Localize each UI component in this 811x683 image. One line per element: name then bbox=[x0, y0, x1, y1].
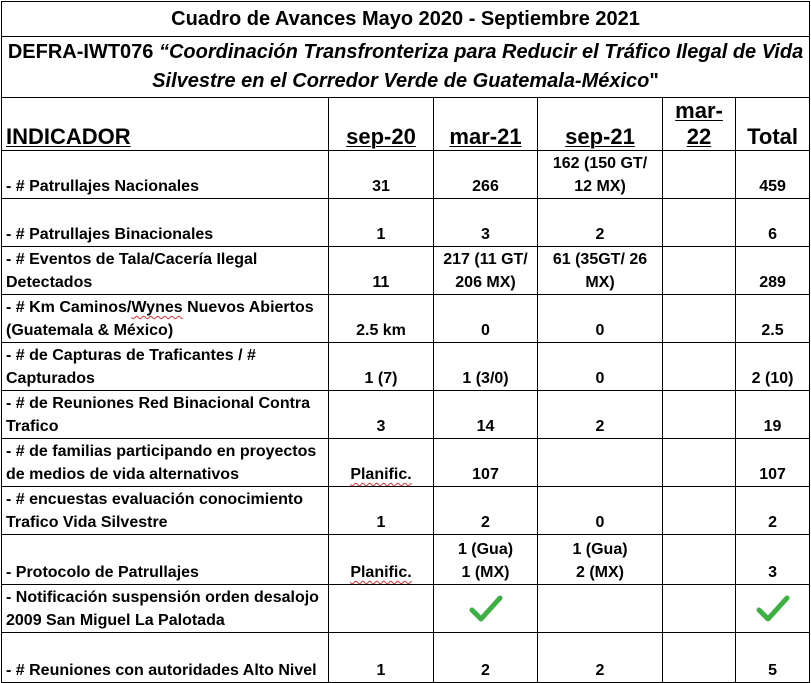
cell-sep-21 bbox=[538, 585, 663, 633]
cell-sep-20: 2.5 km bbox=[329, 295, 434, 343]
indicator-label: - Notificación suspensión orden desalojo 2009 San Miguel La Palotada bbox=[2, 585, 329, 633]
cell-sep-21: 2 bbox=[538, 199, 663, 247]
cell-mar-22 bbox=[663, 535, 736, 585]
spellcheck-word: Wynes bbox=[131, 299, 183, 316]
table-row bbox=[2, 633, 810, 683]
checkmark-icon bbox=[756, 594, 790, 624]
indicator-label: - # Km Caminos/Wynes Nuevos Abiertos (Guatemala & México) bbox=[2, 295, 329, 343]
cell-sep-20: 1 bbox=[329, 487, 434, 535]
cell-sep-20: 3 bbox=[329, 391, 434, 439]
cell-sep-21: 162 (150 GT/ 12 MX) bbox=[538, 151, 663, 199]
cell-sep-20 bbox=[329, 439, 434, 487]
indicator-label: - # de familias participando en proyectos de medios de vida alternativos bbox=[2, 439, 329, 487]
indicator-label: - # de Capturas de Traficantes / # Capturados bbox=[2, 343, 329, 391]
cell-sep-21: 0 bbox=[538, 487, 663, 535]
indicator-label: - # Patrullajes Binacionales bbox=[2, 199, 329, 247]
cell-sep-21: 61 (35GT/ 26 MX) bbox=[538, 247, 663, 295]
table-row bbox=[2, 439, 810, 487]
table-row bbox=[2, 343, 810, 391]
table-row bbox=[2, 247, 810, 295]
cell-mar-22 bbox=[663, 247, 736, 295]
table-row bbox=[2, 487, 810, 535]
table-title: Cuadro de Avances Mayo 2020 - Septiembre 2021 bbox=[2, 2, 810, 37]
cell-mar-21: 3 bbox=[434, 199, 538, 247]
cell-sep-20: 1 bbox=[329, 199, 434, 247]
title-row bbox=[2, 2, 810, 37]
table-row bbox=[2, 151, 810, 199]
header-row bbox=[2, 98, 810, 151]
cell-sep-21 bbox=[538, 439, 663, 487]
column-header-total: Total bbox=[736, 98, 810, 151]
cell-mar-21: 14 bbox=[434, 391, 538, 439]
cell-sep-21: 0 bbox=[538, 343, 663, 391]
indicator-label: - # Eventos de Tala/Cacería Ilegal Detectados bbox=[2, 247, 329, 295]
cell-mar-22 bbox=[663, 295, 736, 343]
subtitle-row bbox=[2, 37, 810, 98]
column-header-mar-22: mar-22 bbox=[663, 98, 736, 151]
project-code: DEFRA-IWT076 bbox=[7, 41, 159, 63]
indicator-label: - # encuestas evaluación conocimiento Trafico Vida Silvestre bbox=[2, 487, 329, 535]
cell-total: 2.5 bbox=[736, 295, 810, 343]
cell-total: 2 bbox=[736, 487, 810, 535]
cell-mar-22 bbox=[663, 585, 736, 633]
cell-sep-21: 2 bbox=[538, 391, 663, 439]
table-row bbox=[2, 295, 810, 343]
cell-sep-20: 1 (7) bbox=[329, 343, 434, 391]
cell-mar-21: 0 bbox=[434, 295, 538, 343]
table-row bbox=[2, 535, 810, 585]
project-name: Coordinación Transfronteriza para Reducir el Tráfico Ilegal de Vida Silvestre en el Corredor Verde de Guatemala-México bbox=[152, 41, 804, 92]
column-header-indicador: INDICADOR bbox=[2, 98, 329, 151]
cell-sep-20: 11 bbox=[329, 247, 434, 295]
column-header-sep-20: sep-20 bbox=[329, 98, 434, 151]
project-title bbox=[2, 37, 810, 98]
cell-mar-22 bbox=[663, 487, 736, 535]
quote-open: “ bbox=[158, 41, 169, 63]
cell-total: 5 bbox=[736, 633, 810, 683]
cell-total: 107 bbox=[736, 439, 810, 487]
cell-sep-21: 1 (Gua) 2 (MX) bbox=[538, 535, 663, 585]
indicator-label: - # de Reuniones Red Binacional Contra Trafico bbox=[2, 391, 329, 439]
cell-mar-21: 2 bbox=[434, 487, 538, 535]
table-row bbox=[2, 199, 810, 247]
cell-sep-20: 1 bbox=[329, 633, 434, 683]
cell-mar-21: 107 bbox=[434, 439, 538, 487]
cell-mar-22 bbox=[663, 391, 736, 439]
cell-total: 289 bbox=[736, 247, 810, 295]
cell-total: 2 (10) bbox=[736, 343, 810, 391]
checkmark-icon bbox=[469, 594, 503, 624]
cell-total: 459 bbox=[736, 151, 810, 199]
quote-close: " bbox=[649, 70, 659, 92]
column-header-sep-21: sep-21 bbox=[538, 98, 663, 151]
cell-mar-22 bbox=[663, 439, 736, 487]
cell-total: 6 bbox=[736, 199, 810, 247]
cell-total bbox=[736, 585, 810, 633]
table-row bbox=[2, 391, 810, 439]
cell-sep-20: 31 bbox=[329, 151, 434, 199]
indicator-label: - # Reuniones con autoridades Alto Nivel bbox=[2, 633, 329, 683]
cell-total: 3 bbox=[736, 535, 810, 585]
cell-sep-20 bbox=[329, 535, 434, 585]
cell-mar-21: 2 bbox=[434, 633, 538, 683]
cell-mar-21: 217 (11 GT/ 206 MX) bbox=[434, 247, 538, 295]
spellcheck-word: Planific. bbox=[350, 466, 412, 483]
cell-mar-21: 266 bbox=[434, 151, 538, 199]
table-row bbox=[2, 585, 810, 633]
cell-sep-21: 2 bbox=[538, 633, 663, 683]
cell-mar-21 bbox=[434, 585, 538, 633]
indicator-label: - Protocolo de Patrullajes bbox=[2, 535, 329, 585]
cell-mar-22 bbox=[663, 199, 736, 247]
cell-mar-21: 1 (Gua) 1 (MX) bbox=[434, 535, 538, 585]
indicator-label: - # Patrullajes Nacionales bbox=[2, 151, 329, 199]
cell-sep-20 bbox=[329, 585, 434, 633]
cell-total: 19 bbox=[736, 391, 810, 439]
cell-mar-22 bbox=[663, 633, 736, 683]
column-header-mar-21: mar-21 bbox=[434, 98, 538, 151]
cell-mar-22 bbox=[663, 343, 736, 391]
cell-mar-22 bbox=[663, 151, 736, 199]
spellcheck-word: Planific. bbox=[350, 564, 412, 581]
progress-table bbox=[1, 1, 810, 683]
cell-mar-21: 1 (3/0) bbox=[434, 343, 538, 391]
cell-sep-21: 0 bbox=[538, 295, 663, 343]
